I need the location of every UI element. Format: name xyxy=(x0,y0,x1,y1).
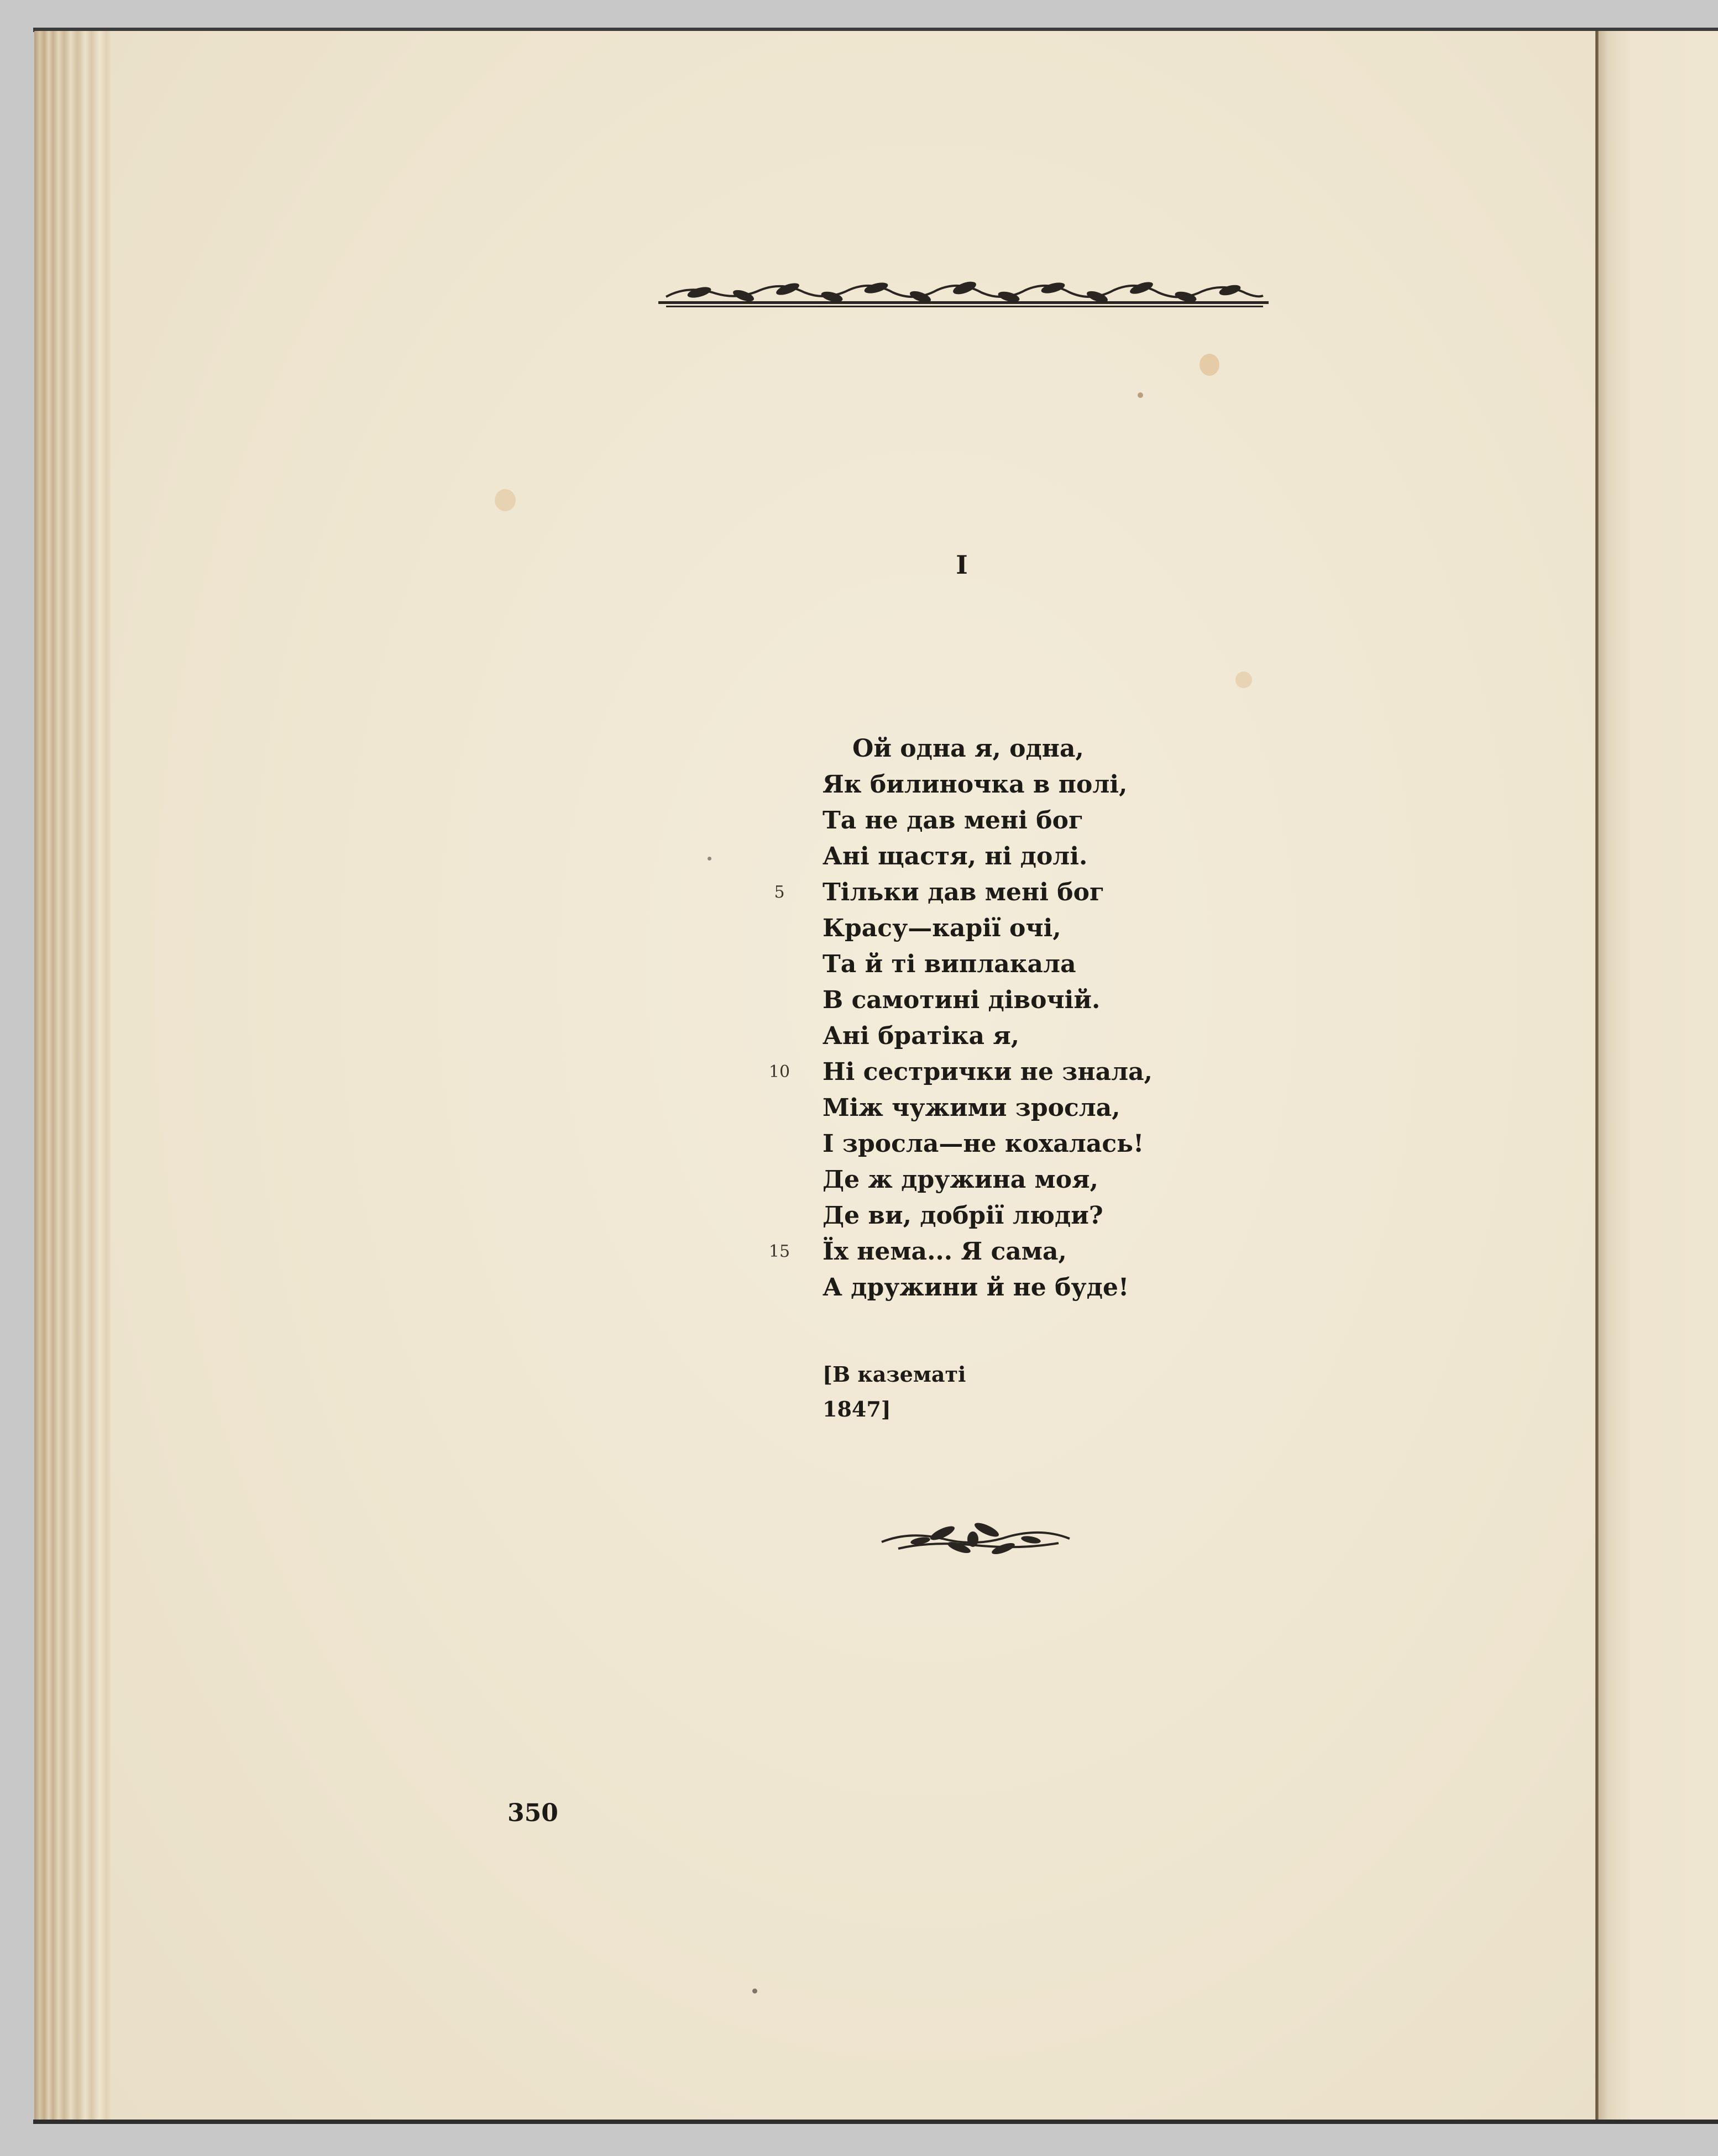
poem-line-text: Між чужими зросла, xyxy=(823,1094,1120,1122)
poem-line xyxy=(823,1126,1209,1162)
dateline-year: 1847] xyxy=(823,1397,891,1421)
poem-line xyxy=(823,1018,1209,1054)
poem-line-text: Де ви, добрії люди? xyxy=(823,1202,1103,1230)
poem-line xyxy=(768,1054,1209,1090)
line-number: 10 xyxy=(768,1062,790,1082)
poem-line xyxy=(823,1090,1209,1126)
poem-line xyxy=(823,1162,1209,1198)
paper-stain xyxy=(708,857,711,861)
poem-line-text: І зросла—не кохалась! xyxy=(823,1130,1144,1158)
page-number: 350 xyxy=(507,1799,558,1827)
poem-dateline xyxy=(823,1357,966,1426)
facing-page-edge xyxy=(1597,31,1718,2120)
poem-line xyxy=(768,1234,1209,1270)
poem-line xyxy=(823,802,1209,838)
poem-line-text: Ой одна я, одна, xyxy=(852,735,1084,763)
poem-line-text: Їх нема... Я сама, xyxy=(823,1237,1067,1266)
poem-line xyxy=(823,731,1209,767)
paper-stain xyxy=(1235,672,1252,688)
paper-stain xyxy=(752,1989,757,1994)
paper-stain xyxy=(1138,392,1143,398)
poem-line-text: Красу—карії очі, xyxy=(823,914,1061,942)
poem-line-text: Ані щастя, ні долі. xyxy=(823,842,1088,870)
line-number: 5 xyxy=(774,883,785,902)
poem-line-text: Як билиночка в полі, xyxy=(823,770,1128,799)
book-gutter xyxy=(1595,31,1599,2120)
poem-line-text: Ні сестрички не знала, xyxy=(823,1058,1153,1086)
poem-line-text: А дружини й не буде! xyxy=(823,1273,1129,1302)
poem-line xyxy=(823,946,1209,982)
poem-line-text: Та не дав мені бог xyxy=(823,806,1083,835)
poem-line-text: В самотині дівочій. xyxy=(823,986,1101,1014)
poem-line xyxy=(823,982,1209,1018)
line-number: 15 xyxy=(768,1242,790,1261)
paper-stain xyxy=(1200,354,1219,376)
poem-line xyxy=(823,767,1209,802)
poem-text xyxy=(768,731,1209,1305)
poem-line xyxy=(823,838,1209,874)
poem-line xyxy=(823,1198,1209,1234)
paper-stain xyxy=(495,489,516,511)
poem-line xyxy=(823,910,1209,946)
poem-line-text: Тільки дав мені бог xyxy=(823,878,1104,906)
scan-bottom-edge xyxy=(33,2120,1718,2124)
poem-line-text: Та й ті виплакала xyxy=(823,950,1076,978)
poem-line-text: Ані братіка я, xyxy=(823,1022,1020,1050)
book-page-edges xyxy=(34,31,117,2120)
floral-tailpiece-ornament-icon xyxy=(876,1514,1075,1564)
poem-line xyxy=(823,1270,1209,1305)
poem-line-text: Де ж дружина моя, xyxy=(823,1166,1098,1194)
poem-line xyxy=(774,874,1209,910)
section-numeral: I xyxy=(956,550,968,580)
floral-rule-ornament-icon xyxy=(655,274,1271,318)
dateline-place: [В казематі xyxy=(823,1362,966,1387)
